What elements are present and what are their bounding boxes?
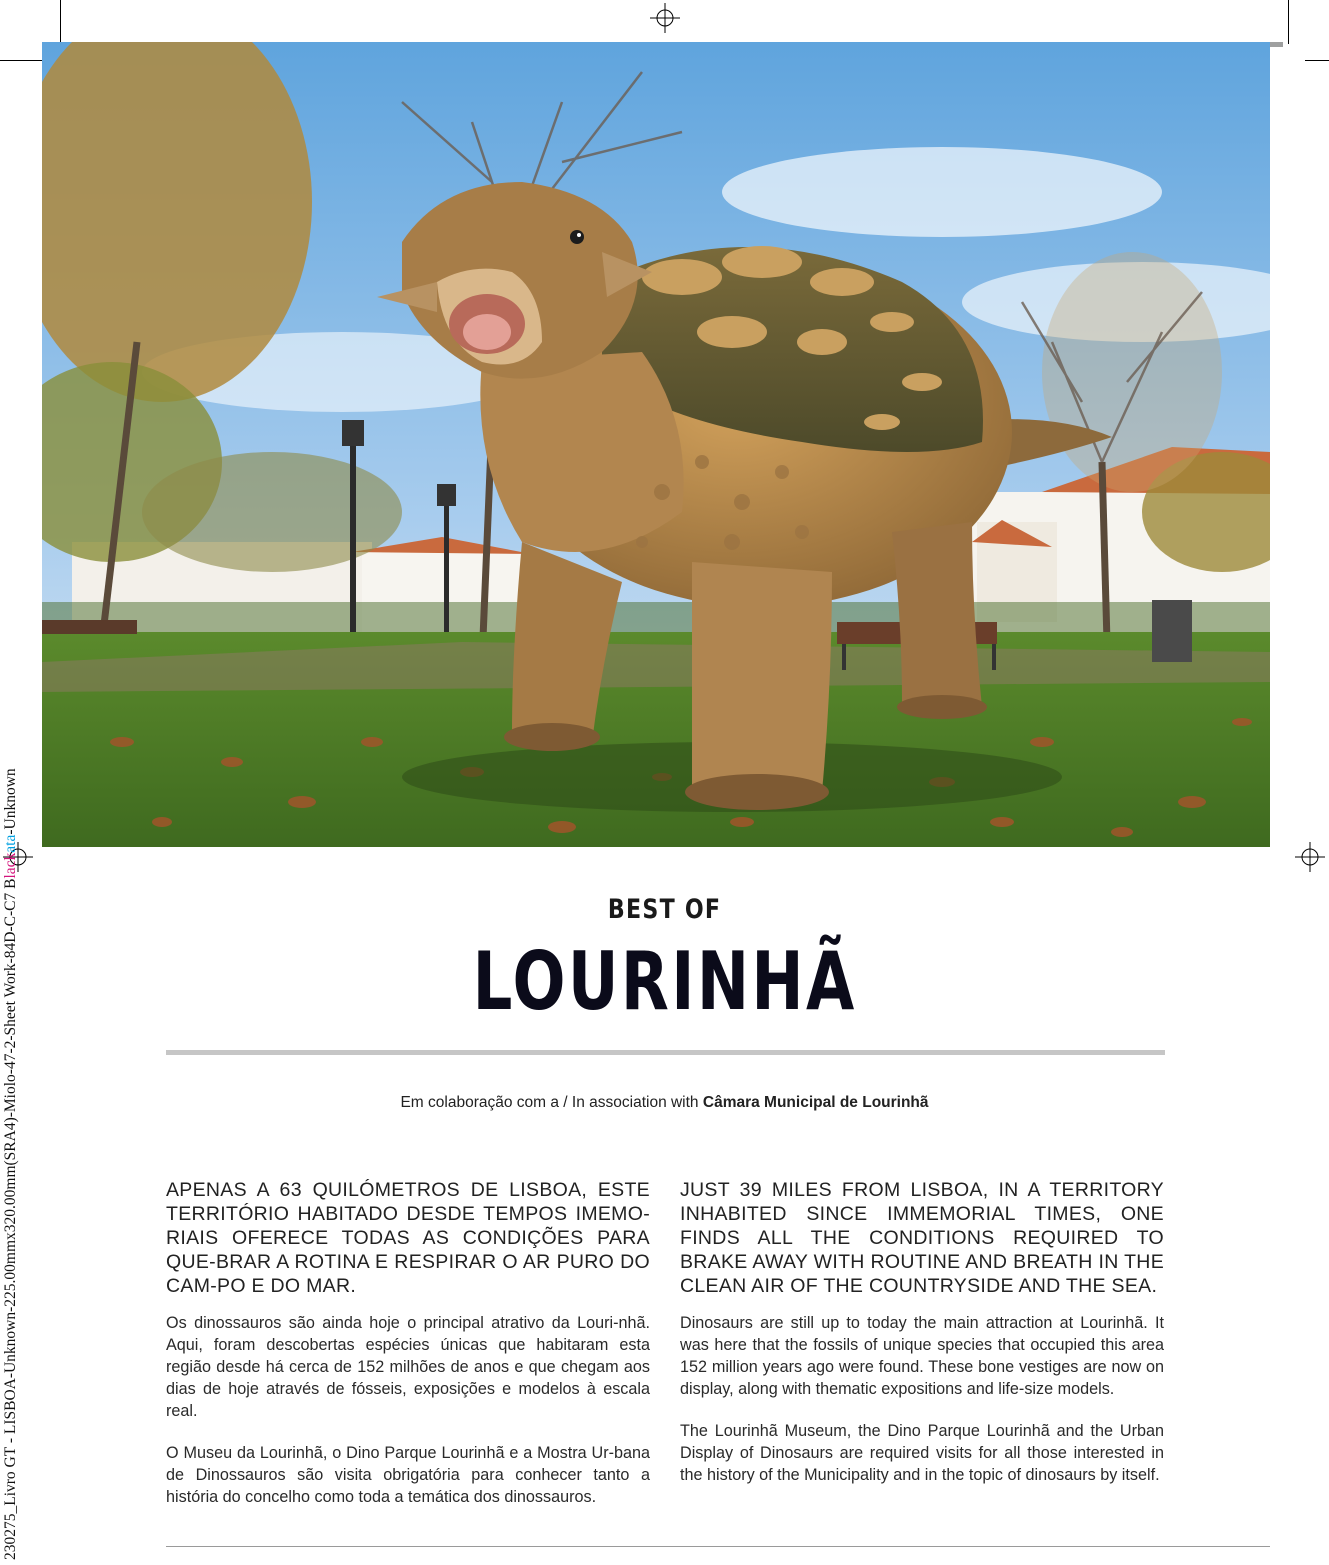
page-kicker: BEST OF: [607, 894, 722, 925]
association-credit: [0, 1094, 1329, 1112]
association-organization: Câmara Municipal de Lourinhã: [702, 1094, 929, 1111]
portuguese-paragraph: Os dinossauros são ainda hoje o principal atrativo da Louri-nhã. Aqui, foram descobertas espécies únicas que habitaram esta região desde há cerca de 152 milhões de anos e que chegam aos dias de hoje através de fósseis, exposições e modelos à escala real.: [166, 1314, 650, 1420]
footer-divider: [166, 1546, 1270, 1547]
english-lead: JUST 39 MILES FROM LISBOA, IN A TERRITORY INHABITED SINCE IMMEMORIAL TIMES, ONE FINDS ALL THE CONDITIONS REQUIRED TO BRAKE AWAY WITH ROUTINE AND BREATH IN THE CLEAN AIR OF THE COUNTRYSIDE AND THE SEA.: [680, 1179, 1164, 1297]
association-prefix: Em colaboração com a / In association with: [400, 1094, 703, 1111]
title-divider: [166, 1050, 1165, 1055]
crop-mark: [1305, 60, 1329, 61]
crop-mark: [1288, 0, 1289, 44]
registration-mark-icon: [650, 3, 680, 33]
registration-mark-icon: [1295, 842, 1325, 872]
portuguese-lead: APENAS A 63 QUILÓMETROS DE LISBOA, ESTE TERRITÓRIO HABITADO DESDE TEMPOS IMEMO-RIAIS OFERECE TODAS AS CONDIÇÕES PARA QUE-BRAR A ROTINA E RESPIRAR O AR PURO DO CAM-PO E DO MAR.: [166, 1179, 650, 1297]
crop-mark: [0, 60, 44, 61]
portuguese-paragraph: O Museu da Lourinhã, o Dino Parque Lourinhã e a Mostra Ur-bana de Dinossauros são visita obrigatória para conhecer tanto a história do concelho como toda a temática dos dinossauros.: [166, 1444, 650, 1506]
page-title: LOURINHÃ: [472, 935, 857, 1028]
portuguese-column: [166, 1178, 650, 1528]
crop-mark: [60, 0, 61, 44]
hero-photo: [42, 42, 1270, 847]
ankylosaur-sculpture-park-photo-icon: [42, 42, 1270, 847]
english-column: [680, 1178, 1164, 1506]
english-paragraph: The Lourinhã Museum, the Dino Parque Lourinhã and the Urban Display of Dinosaurs are required visits for all those interested in the history of the Municipality and in the topic of dinosaurs by itself.: [680, 1422, 1164, 1484]
english-paragraph: Dinosaurs are still up to today the main attraction at Lourinhã. It was here that the fossils of unique species that occupied this area 152 million years ago were found. These bone vestiges are now on display, along with thematic expositions and life-size models.: [680, 1314, 1164, 1398]
print-slug: 230275_Livro GT - LISBOA-Unknown-225.00mmx320.00mm(SRA4)-Miolo-47-2-Sheet Work-84D-C-C7 Blackata-Unknown: [2, 768, 19, 1560]
